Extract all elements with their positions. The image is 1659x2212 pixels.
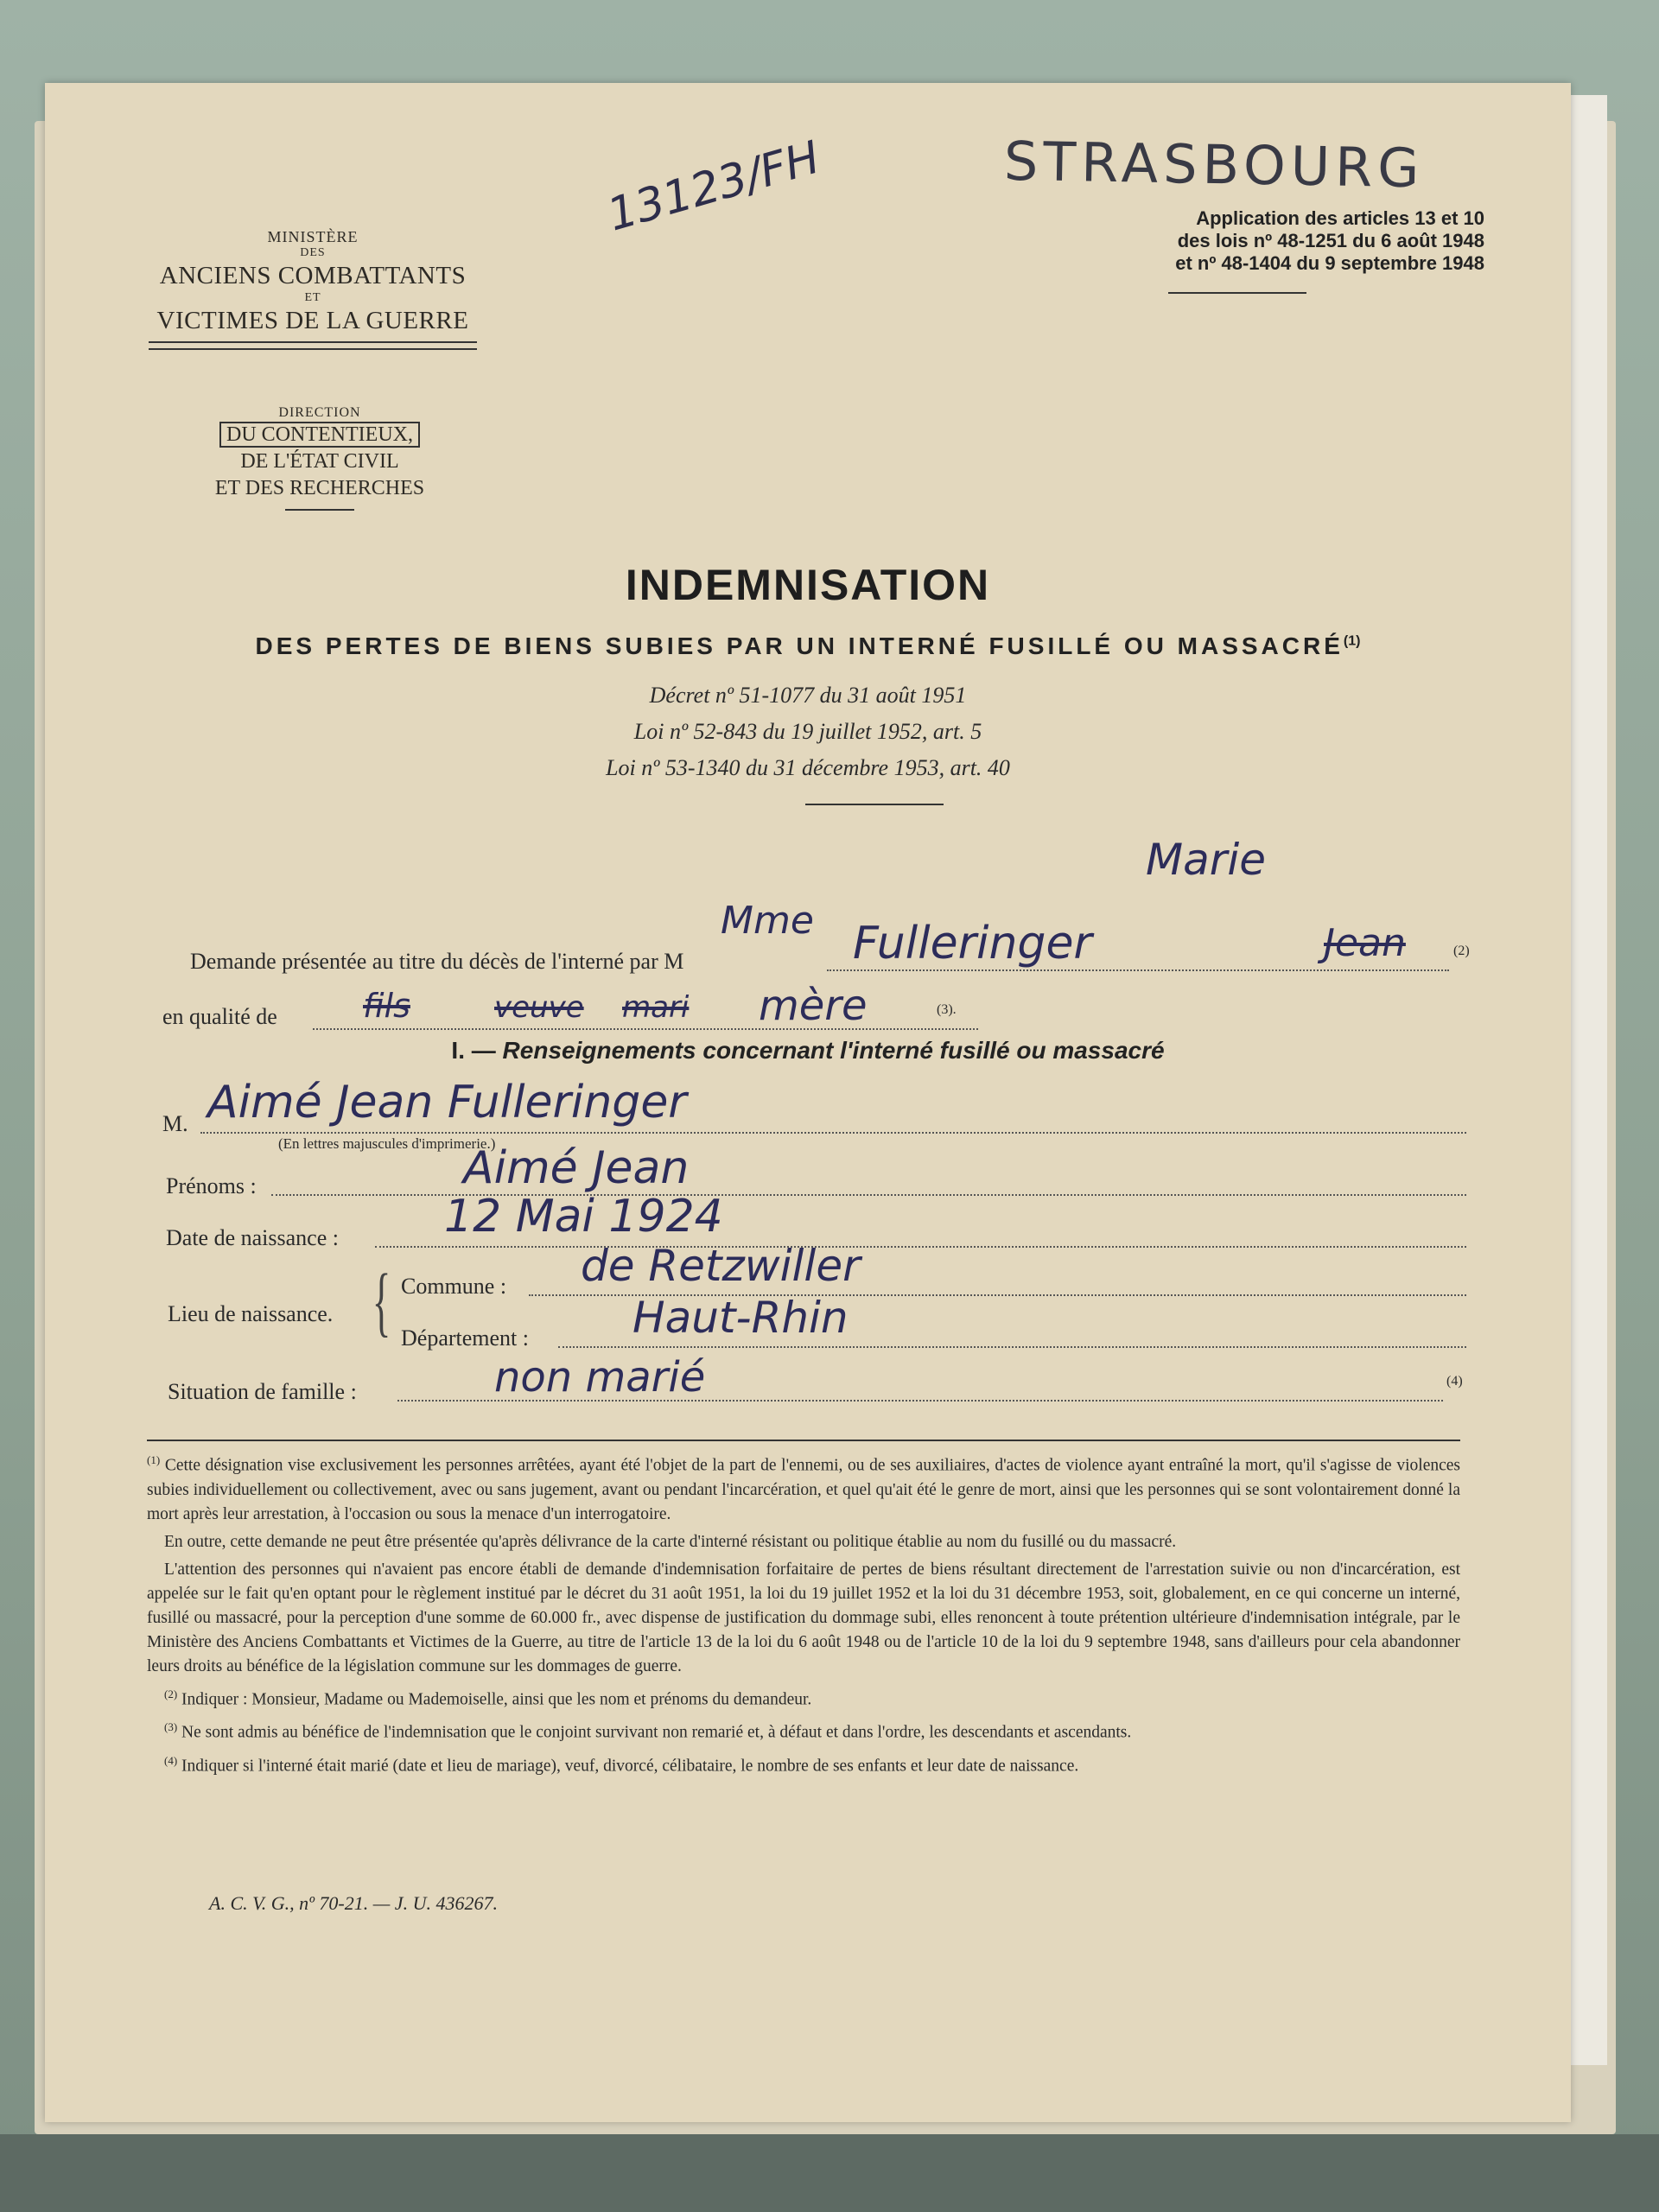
application-line: des lois nº 48-1251 du 6 août 1948 <box>1177 230 1484 251</box>
direction-label: DIRECTION <box>278 405 361 420</box>
applicant-name: Fulleringer <box>853 918 1092 969</box>
footnote-text: Cette désignation vise exclusivement les personnes arrêtées, ayant été l'objet de la part de l'ennemi, ou de ses auxiliaires, d'actes de violence ayant entraîné la mort, qu'il s'agisse de violences subies individuellement ou collectivement, avec ou sans jugement, avant ou pendant l'incarcération, et quel qu'ait été le genre de mort, ainsi que les personnes qui se sont volontairement donné la mort après leur arrestation, à l'occasion ou sous la menace d'un interrogatoire. <box>147 1456 1461 1523</box>
footnote-4 <box>147 1749 1460 1779</box>
footnote-mark: (2) <box>164 1687 178 1700</box>
form-subtitle <box>45 632 1571 660</box>
ministry-line: DES <box>300 246 326 259</box>
footnote-text: Ne sont admis au bénéfice de l'indemnisation que le conjoint survivant non remarié et, à défaut et dans l'ordre, les descendants et ascendants. <box>181 1723 1132 1742</box>
m-hint: (En lettres majuscules d'imprimerie.) <box>278 1135 496 1152</box>
handwritten-title: Mme <box>721 899 814 943</box>
commune-label: Commune : <box>401 1274 507 1299</box>
ministry-header <box>140 228 486 355</box>
direction-rule <box>285 509 354 511</box>
application-rule <box>1168 292 1306 294</box>
form-page <box>45 83 1571 2122</box>
direction-block <box>190 404 449 511</box>
footnote-3 <box>147 1715 1460 1745</box>
footnotes-rule <box>147 1440 1460 1441</box>
situation-value: non marié <box>494 1353 706 1402</box>
section-number: I. — <box>451 1037 496 1064</box>
situation-note: (4) <box>1446 1374 1463 1389</box>
naissance-field[interactable] <box>375 1246 1466 1248</box>
crossed-name: Jean <box>1324 921 1406 965</box>
handwritten-city: STRASBOURG <box>1003 129 1425 200</box>
footnotes <box>147 1448 1460 1782</box>
ministry-line: MINISTÈRE <box>267 228 359 245</box>
qualite-note: (3). <box>937 1002 957 1017</box>
footnote-text: L'attention des personnes qui n'avaient pas encore établi de demande d'indemnisation forfaitaire de pertes de biens résultant directement de l'arrestation suivie ou non d'incarcération, est appelée sur le fait qu'en optant pour le règlement institué par le décret du 31 août 1951, la loi du 19 juillet 1952 et la loi du 31 décembre 1953, soit, globalement, en ce qui concerne un interné, fusillé ou massacré, pour la perception d'une somme de 60.000 fr., avec dispense de justification du dommage subi, elles renoncent à toute prétention ultérieure d'indemnisation intégrale, par le Ministère des Anciens Combattants et Victimes de la Guerre, au titre de l'article 13 de la loi du 6 août 1948 ou de l'article 10 de la loi du 9 septembre 1948, sans d'ailleurs pour cela abandonner leurs droits au bénéfice de la législation commune sur les dommages de guerre. <box>147 1560 1460 1675</box>
situation-label: Situation de famille : <box>168 1379 357 1404</box>
demande-label: Demande présentée au titre du décès de l'interné par M <box>190 949 684 974</box>
demande-field[interactable] <box>827 969 1449 971</box>
footnote-2 <box>147 1682 1460 1713</box>
footnote-text: Indiquer si l'interné était marié (date et lieu de mariage), veuf, divorcé, célibataire, le nombre de ses enfants et leur date de naissance. <box>181 1757 1079 1775</box>
departement-label: Département : <box>401 1325 529 1351</box>
decree-line: Loi nº 53-1340 du 31 décembre 1953, art. 40 <box>606 755 1010 780</box>
ministry-line: ANCIENS COMBATTANTS <box>159 262 467 289</box>
demande-note: (2) <box>1453 944 1470 958</box>
crossed-quality: fils <box>363 987 410 1025</box>
qualite-field[interactable] <box>313 1028 978 1030</box>
decrees-block <box>45 677 1571 786</box>
ministry-rule <box>149 341 477 343</box>
subtitle-note: (1) <box>1343 633 1361 649</box>
decree-line: Décret nº 51-1077 du 31 août 1951 <box>649 683 967 708</box>
departement-field[interactable] <box>558 1346 1466 1348</box>
departement-value: Haut-Rhin <box>632 1293 849 1343</box>
prenoms-value: Aimé Jean <box>463 1142 690 1194</box>
direction-line: ET DES RECHERCHES <box>214 477 425 499</box>
application-line: et nº 48-1404 du 9 septembre 1948 <box>1175 252 1484 274</box>
lieu-label: Lieu de naissance. <box>168 1301 334 1326</box>
application-line: Application des articles 13 et 10 <box>1196 207 1484 229</box>
footnote-mark: (3) <box>164 1720 178 1733</box>
application-articles <box>983 207 1484 275</box>
ministry-rule <box>149 348 477 350</box>
desk-strip <box>0 2134 1659 2212</box>
surname-field[interactable] <box>200 1132 1466 1134</box>
commune-value: de Retzwiller <box>581 1241 861 1291</box>
footnote-1b <box>147 1530 1460 1554</box>
footnote-mark: (4) <box>164 1753 178 1767</box>
printer-reference: A. C. V. G., nº 70-21. — J. U. 436267. <box>209 1892 498 1914</box>
footnote-mark: (1) <box>147 1453 161 1466</box>
footnote-1 <box>147 1448 1460 1527</box>
crossed-quality: mari <box>622 990 690 1025</box>
footnote-1c <box>147 1558 1460 1679</box>
birth-date-value: 12 Mai 1924 <box>444 1191 723 1243</box>
applicant-firstname: Marie <box>1146 835 1266 885</box>
ministry-line: VICTIMES DE LA GUERRE <box>156 307 469 334</box>
subtitle-text: DES PERTES DE BIENS SUBIES PAR UN INTERNÉ FUSILLÉ OU MASSACRÉ <box>255 632 1344 659</box>
handwritten-reference: 13123/FH <box>601 131 826 242</box>
crossed-quality: veuve <box>494 990 584 1025</box>
ministry-line: ET <box>304 291 321 304</box>
footnote-text: En outre, cette demande ne peut être présentée qu'après délivrance de la carte d'interné résistant ou politique établie au nom du fusillé ou du massacré. <box>164 1532 1177 1551</box>
lieu-brace: { <box>372 1259 391 1344</box>
decrees-rule <box>805 804 944 805</box>
direction-stamp: DU CONTENTIEUX, <box>219 422 420 448</box>
naissance-label: Date de naissance : <box>166 1225 339 1250</box>
form-title: INDEMNISATION <box>625 561 991 609</box>
quality-value: mère <box>759 982 868 1030</box>
prenoms-label: Prénoms : <box>166 1173 257 1198</box>
decree-line: Loi nº 52-843 du 19 juillet 1952, art. 5 <box>633 719 982 744</box>
surname-value: Aimé Jean Fulleringer <box>207 1077 687 1128</box>
m-label: M. <box>162 1111 188 1136</box>
section-heading: Renseignements concernant l'interné fusillé ou massacré <box>502 1037 1165 1064</box>
direction-line: DE L'ÉTAT CIVIL <box>240 450 399 473</box>
footnote-text: Indiquer : Monsieur, Madame ou Mademoiselle, ainsi que les nom et prénoms du demandeur. <box>181 1690 812 1708</box>
section-title <box>45 1037 1571 1065</box>
qualite-label: en qualité de <box>162 1004 277 1029</box>
